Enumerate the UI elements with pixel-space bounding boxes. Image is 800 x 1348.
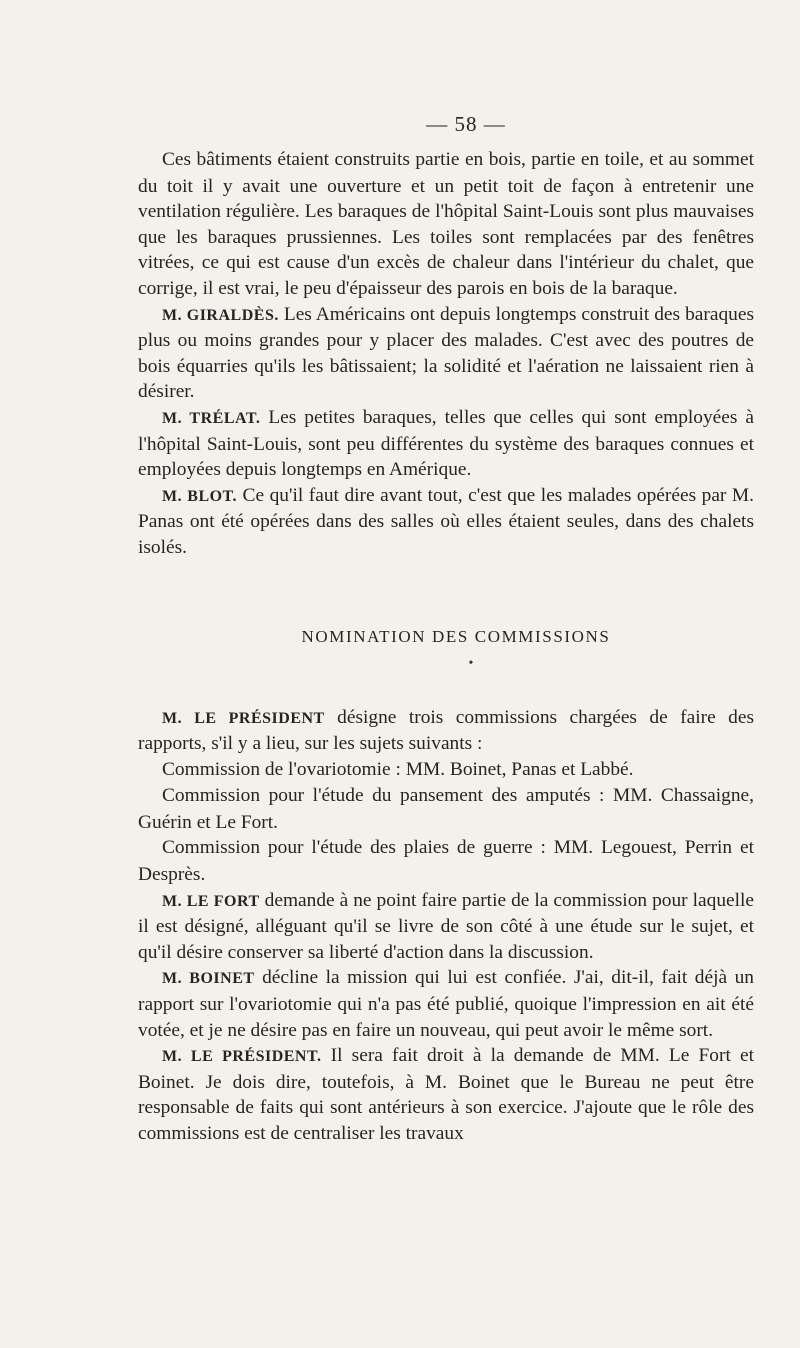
page-number: — 58 — [426, 112, 506, 136]
paragraph-text: demande à ne point faire partie de la commission pour laquelle il est désigné, alléguant qu'il se livre de son côté à une étude sur le sujet, et qu'il désire conserver sa liberté d'action dans la discussion. [138, 889, 755, 963]
paragraph-text: Les petites baraques, telles que celles qui sont employées à l'hôpital Saint-Louis, sont peu différentes du système des baraques connues et employées depuis longtemps en Amérique. [138, 406, 755, 481]
paragraph-text: Ces bâtiments étaient construits partie en bois, partie en toile, et au sommet du toit il y avait une ouverture et un petit toit de façon à entretenir une ventilation régulière. Les baraques de l'hôpital Saint-Louis sont plus mauvaises que les baraques prussiennes. Les toiles sont remplacées par des fenêtres vitrées, ce qui est cause d'un excès de chaleur dans l'intérieur du chalet, que corrige, il est vrai, le peu d'épaisseur des parois en bois de la baraque. [138, 149, 754, 299]
speaker-name: M. LE PRÉSIDENT [162, 709, 325, 727]
paragraph-text: Les Américains ont depuis longtemps construit des baraques plus ou moins grandes pour y placer des malades. C'est avec des poutres de bois équarries qu'ils les bâtissaient; la solidité et l'aération ne laissaient rien à désirer. [138, 303, 754, 403]
paragraph [138, 1043, 754, 1146]
paragraph [138, 835, 754, 887]
paragraphs-bottom [138, 705, 754, 1147]
paragraph-text: Commission pour l'étude du pansement des amputés : MM. Chassaigne, Guérin et Le Fort. [138, 785, 754, 833]
paragraph [138, 302, 754, 405]
paragraph-text: Ce qu'il faut dire avant tout, c'est que les malades opérées par M. Panas ont été opérées dans des salles où elles étaient seules, dans des chalets isolés. [138, 484, 754, 558]
paragraph-text: Commission pour l'étude des plaies de guerre : MM. Legouest, Perrin et Desprès. [138, 837, 754, 886]
paragraph [138, 888, 754, 966]
section-divider: • [468, 655, 474, 671]
document-page [138, 112, 754, 1147]
paragraph [138, 965, 754, 1043]
paragraph [138, 483, 754, 561]
speaker-name: M. GIRALDÈS. [162, 306, 279, 324]
paragraph [138, 705, 754, 757]
paragraph [138, 405, 754, 483]
paragraph-text: décline la mission qui lui est confiée. J'ai, dit-il, fait déjà un rapport sur l'ovariotomie qui n'a pas été publié, quoique l'impression en ait été votée, et je ne désire pas en faire un nouveau, qui peut avoir le même sort. [138, 967, 755, 1041]
section-title: NOMINATION DES COMMISSIONS [301, 626, 611, 646]
paragraph-text: Il sera fait droit à la demande de MM. Le Fort et Boinet. Je dois dire, toutefois, à M. Boinet que le Bureau ne peut être responsable de faits qui sont antérieurs à son exercice. J'ajoute que le rôle des commissions est de centraliser les travaux [138, 1045, 754, 1144]
paragraph [138, 147, 754, 302]
paragraph-text: désigne trois commissions chargées de faire des rapports, s'il y a lieu, sur les sujets suivants : [138, 706, 754, 755]
speaker-name: M. BLOT. [162, 487, 238, 505]
speaker-name: M. LE PRÉSIDENT. [162, 1048, 322, 1066]
speaker-name: M. BOINET [162, 970, 255, 988]
paragraph [138, 783, 754, 835]
paragraphs-top [138, 147, 754, 561]
speaker-name: M. LE FORT [162, 892, 260, 910]
paragraph [138, 757, 754, 784]
paragraph-text: Commission de l'ovariotomie : MM. Boinet, Panas et Labbé. [162, 758, 634, 780]
speaker-name: M. TRÉLAT. [162, 409, 261, 427]
